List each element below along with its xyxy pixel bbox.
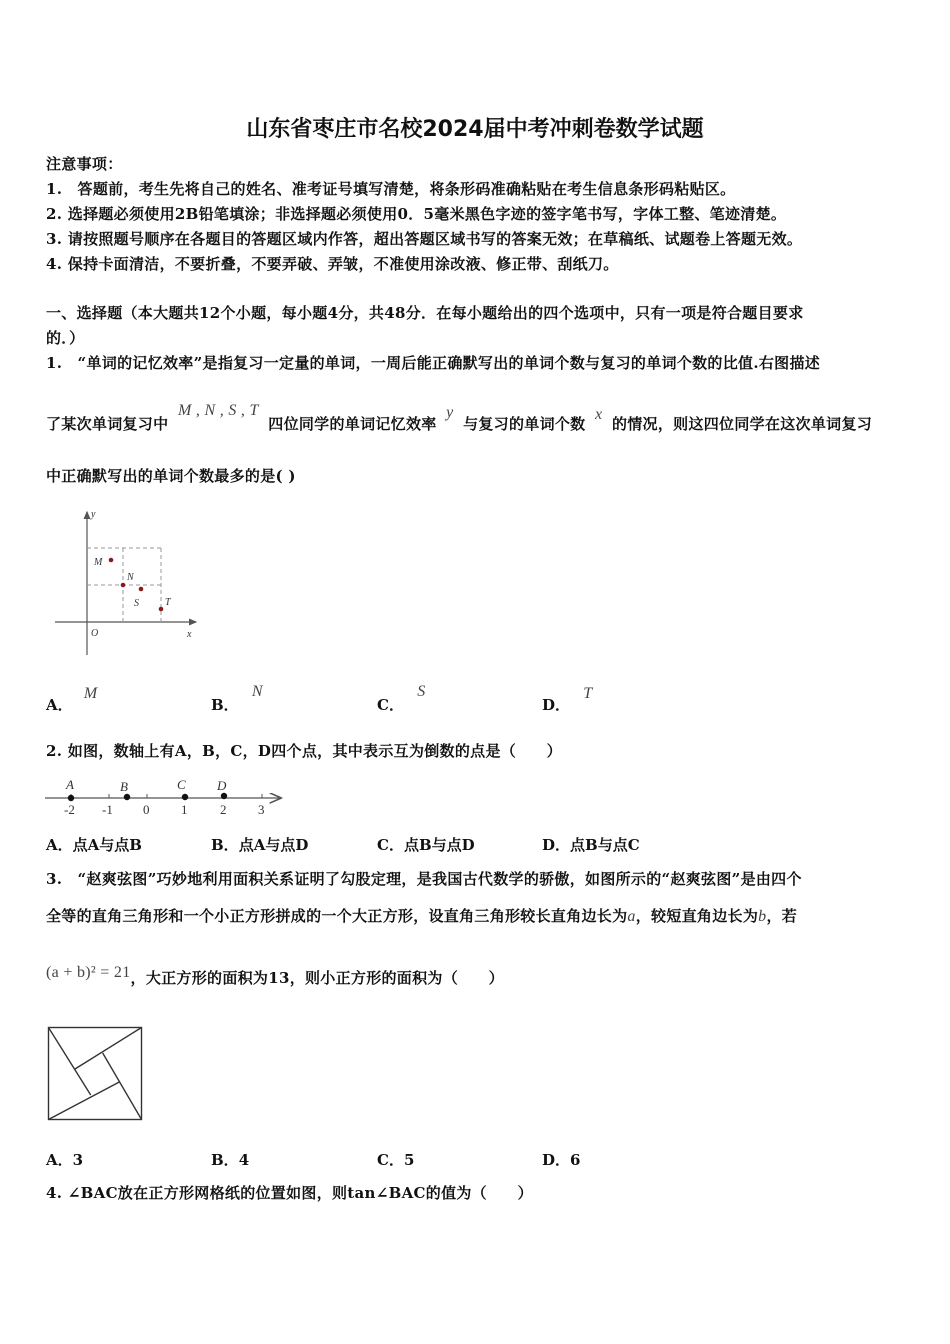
q3-stem-line1: 3. “赵爽弦图”巧妙地利用面积关系证明了勾股定理，是我国古代数学的骄傲，如图所示的“赵爽弦图”是由四个 [46, 870, 802, 888]
q1-stem-line1: 1. “单词的记忆效率”是指复习一定量的单词，一周后能正确默写出的单词个数与复习的单词个数的比值.右图描述 [46, 354, 821, 372]
q1-option-b[interactable]: B． N [211, 683, 263, 714]
notice-item-3: 3. 请按照题号顺序在各题目的答题区域内作答，超出答题区域书写的答案无效；在草稿纸、试题卷上答题无效。 [46, 230, 803, 248]
q1-math-y: y [446, 404, 454, 421]
point-c [182, 794, 188, 800]
svg-text:1: 1 [181, 802, 188, 817]
q3-option-d[interactable]: D．6 [542, 1151, 581, 1169]
q1-stem-line3: 中正确默写出的单词个数最多的是( ) [46, 467, 296, 485]
point-label-n: N [127, 572, 134, 583]
q2-option-d[interactable]: D．点B与点C [542, 836, 640, 854]
q2-option-c[interactable]: C．点B与点D [377, 836, 475, 854]
svg-text:C: C [177, 777, 186, 792]
q1-option-c[interactable]: C． S [377, 683, 426, 714]
notice-item-2: 2. 选择题必须使用2B铅笔填涂；非选择题必须使用0．5毫米黑色字迹的签字笔书写，字体工整、笔迹清楚。 [46, 205, 787, 223]
q4-stem: 4. ∠BAC放在正方形网格纸的位置如图，则tan∠BAC的值为（ ） [46, 1184, 533, 1202]
q1-text: 的情况，则这四位同学在这次单词复习 [611, 415, 873, 433]
q3-stem-line2: 全等的直角三角形和一个小正方形拼成的一个大正方形，设直角三角形较长直角边长为a，较短直角边长为b，若 [46, 907, 798, 925]
q3-option-b[interactable]: B．4 [211, 1151, 250, 1169]
svg-text:A: A [66, 777, 74, 792]
q3-option-c[interactable]: C．5 [377, 1151, 415, 1169]
section-heading: 一、选择题（本大题共12个小题，每小题4分，共48分．在每小题给出的四个选项中，只有一项是符合题目要求 [46, 304, 804, 322]
x-axis-label: x [187, 629, 192, 640]
zhao-shuang-diagram [0, 0, 160, 1130]
section-heading-cont: 的．） [46, 329, 85, 347]
notice-heading: 注意事项： [46, 155, 123, 173]
q1-option-d[interactable]: D． T [542, 685, 593, 714]
q3-equation: (a + b)² = 21 [46, 964, 131, 981]
q3-option-a[interactable]: A．3 [46, 1151, 84, 1169]
q2-stem: 2. 如图，数轴上有A，B，C，D四个点，其中表示互为倒数的点是（ ） [46, 742, 562, 760]
svg-text:3: 3 [258, 802, 265, 817]
svg-text:-1: -1 [102, 802, 113, 817]
notice-item-1: 1. 答题前，考生先将自己的姓名、准考证号填写清楚，将条形码准确粘贴在考生信息条形码粘贴区。 [46, 180, 736, 198]
q1-text: 与复习的单词个数 [463, 415, 586, 433]
q1-text: 了某次单词复习中 [46, 415, 169, 433]
q1-text: 四位同学的单词记忆效率 [268, 415, 437, 433]
q1-math-points: M , N , S , T [177, 402, 259, 419]
notice-item-4: 4. 保持卡面清洁，不要折叠，不要弄破、弄皱，不准使用涂改液、修正带、刮纸刀。 [46, 255, 619, 273]
point-d [221, 793, 227, 799]
q1-math-x: x [595, 406, 603, 423]
q2-option-b[interactable]: B．点A与点D [211, 836, 309, 854]
svg-text:-2: -2 [64, 802, 75, 817]
svg-text:B: B [120, 779, 128, 794]
var-b: b [758, 908, 767, 925]
page-title: 山东省枣庄市名校2024届中考冲刺卷数学试题 [246, 117, 704, 142]
svg-text:0: 0 [143, 802, 150, 817]
svg-text:D: D [217, 778, 227, 793]
var-a: a [627, 908, 636, 925]
q1-option-a[interactable]: A． M [46, 685, 98, 714]
point-label-s: S [134, 598, 139, 609]
svg-text:2: 2 [220, 802, 227, 817]
y-axis-label: y [91, 509, 96, 520]
point-label-m: M [94, 557, 103, 568]
q2-option-a[interactable]: A．点A与点B [46, 836, 142, 854]
origin-label: O [91, 628, 99, 639]
point-label-t: T [165, 597, 171, 608]
q3-stem-line3: (a + b)² = 21，大正方形的面积为13，则小正方形的面积为（ ） [46, 964, 504, 987]
